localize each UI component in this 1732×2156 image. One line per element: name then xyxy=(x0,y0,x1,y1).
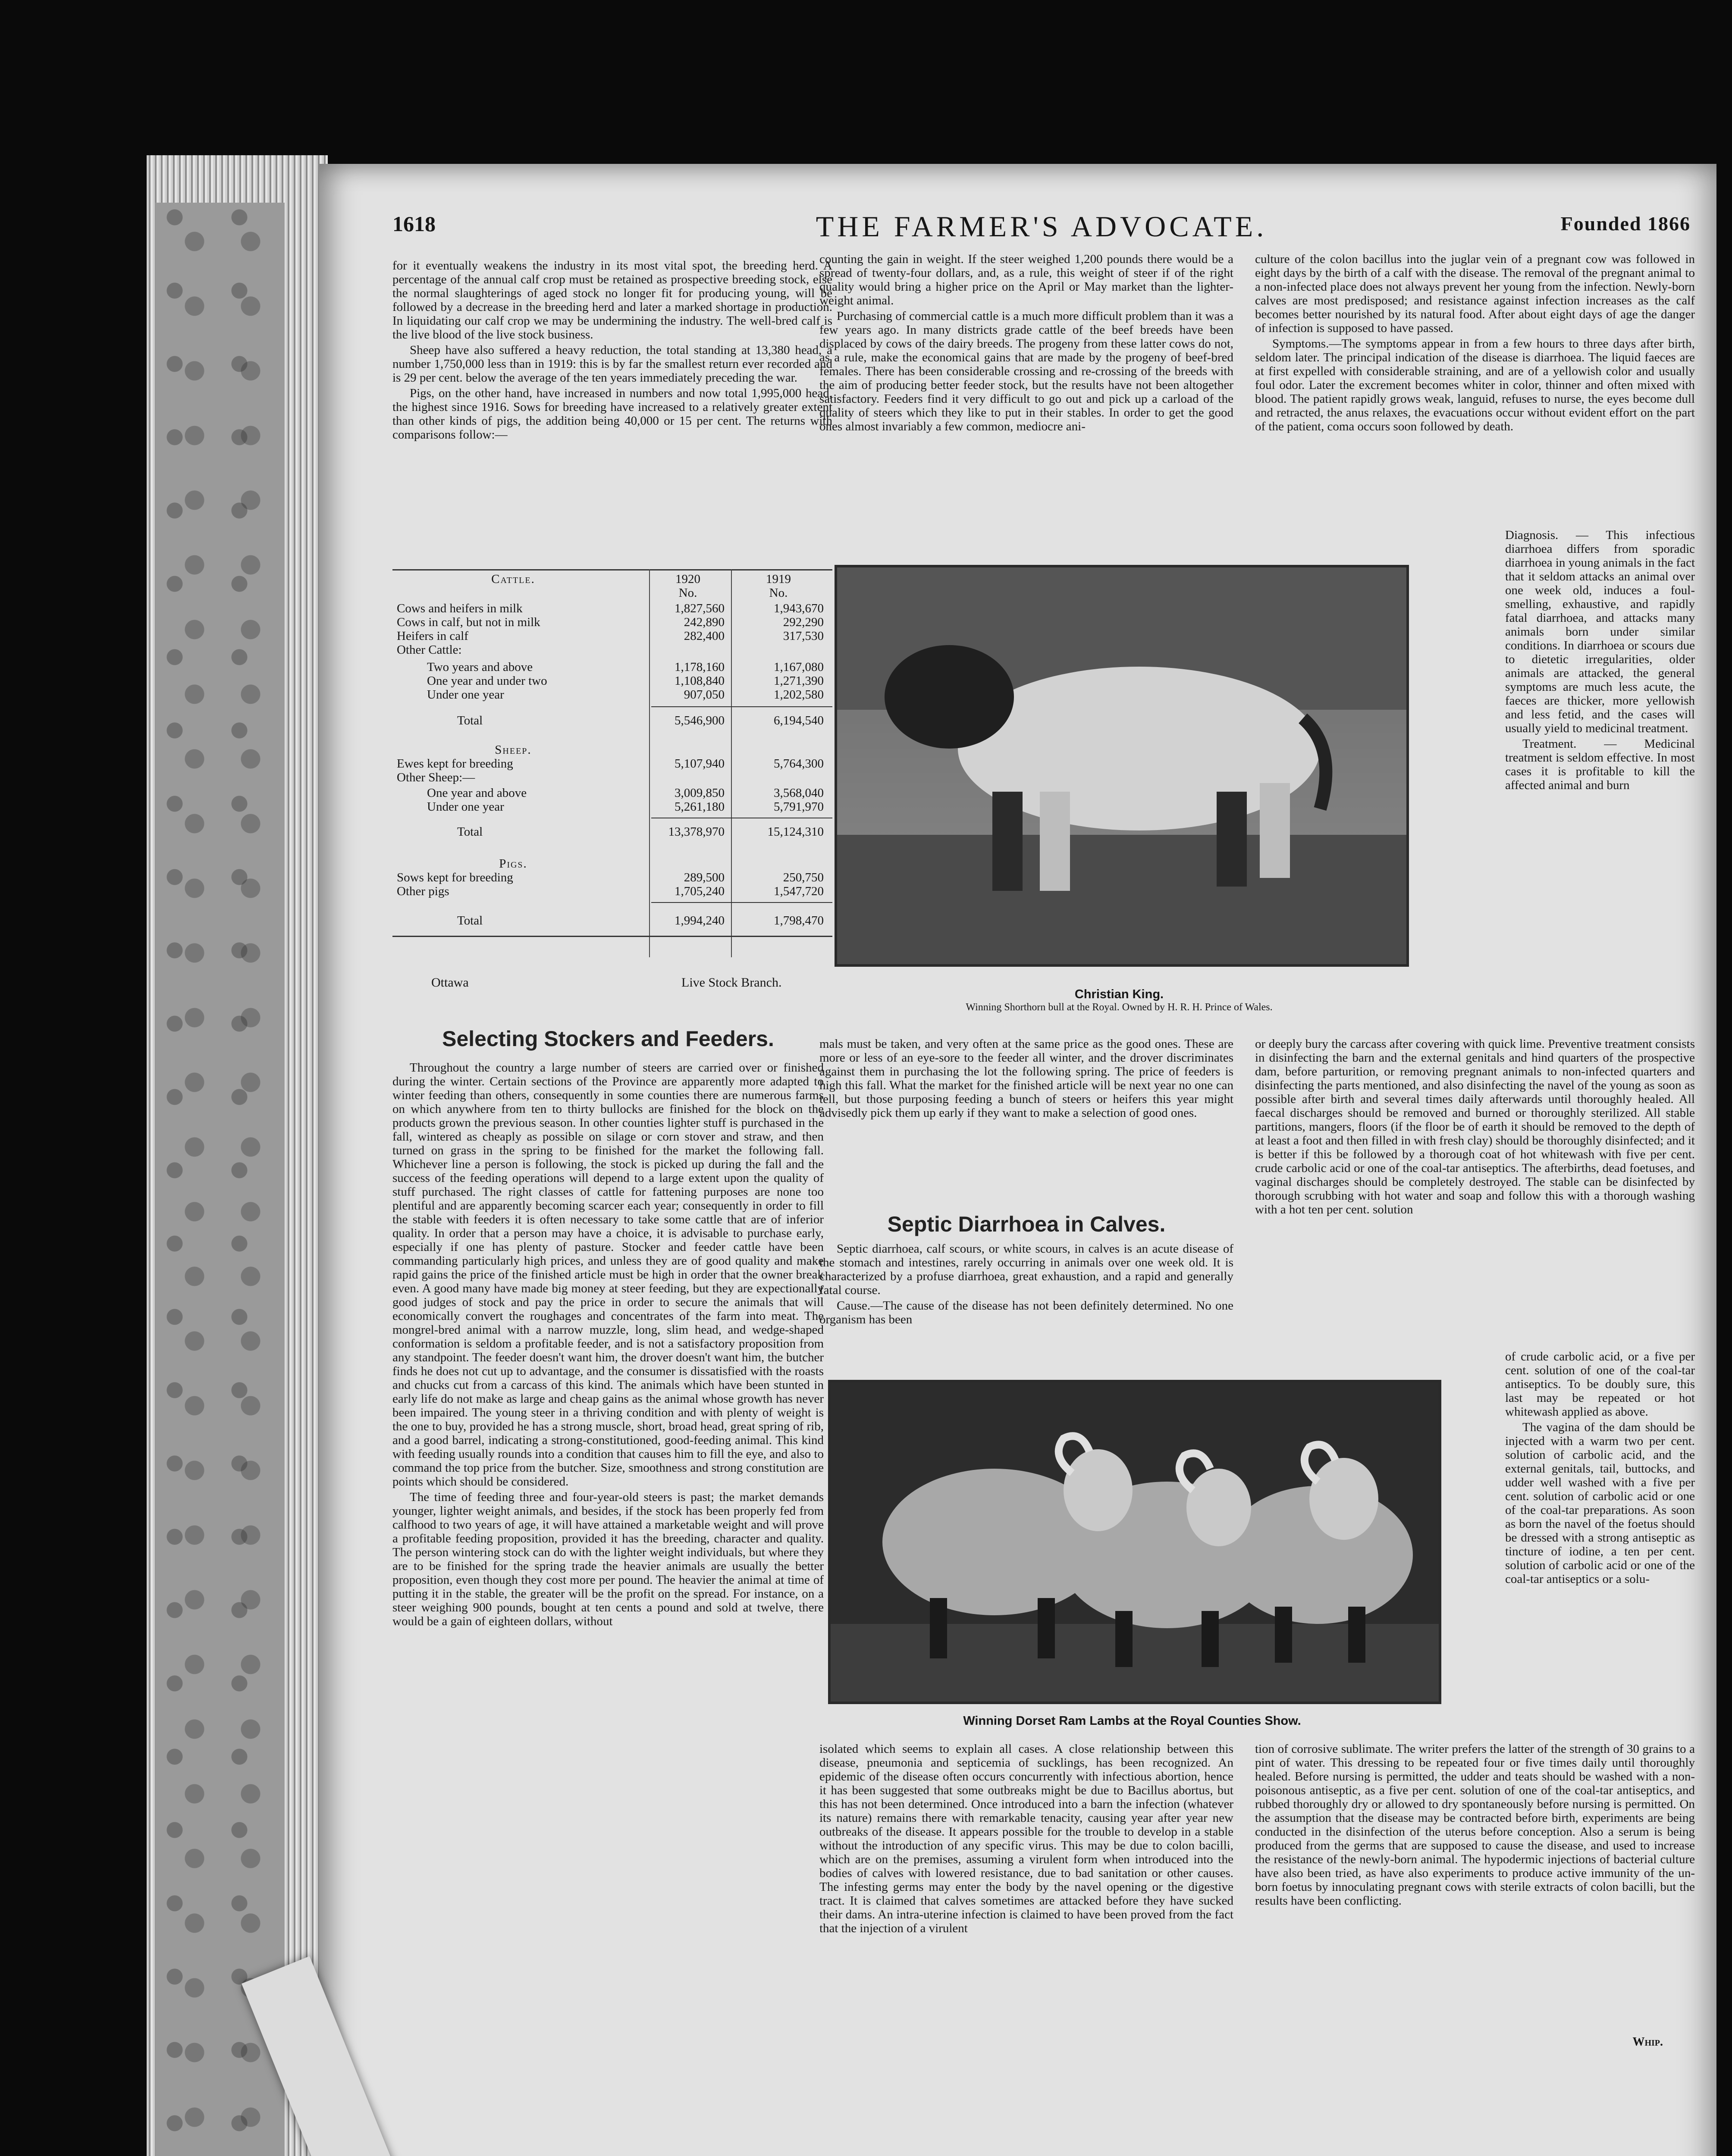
cattle-total-row xyxy=(392,714,832,728)
table-row xyxy=(392,688,832,702)
value-1920: 5,546,900 xyxy=(675,714,725,727)
column-3-bottom xyxy=(1255,1742,1695,2031)
table-units-row xyxy=(392,586,832,600)
value-1919: 15,124,310 xyxy=(767,825,824,839)
row-label: Other Cattle: xyxy=(397,643,462,657)
sheep-total-row xyxy=(392,825,832,839)
value-1919: 1,943,670 xyxy=(774,602,824,615)
value-1919: 6,194,540 xyxy=(774,714,824,727)
row-label: One year and above xyxy=(427,786,527,800)
paragraph: for it eventually weakens the industry in its most vital spot, the breeding herd. A percentage of the annual calf crop must be retained as prospective breeding stock, else the normal slaughterings of aged stock no longer fit for producing young, will be followed by a decrease in the breeding herd and later a marked shortage in production. In liquidating our calf crop we may be undermining the industry. The well-bred calf is the live blood of the live stock business. xyxy=(392,259,832,342)
paragraph: Pigs, on the other hand, have increased in numbers and now total 1,995,000 head, the highest since 1916. Sows for breeding have increased to a relatively greater extent than other kinds of pigs, the addition being 40,000 or 15 per cent. The returns with comparisons follow:— xyxy=(392,386,832,442)
table-source-branch: Live Stock Branch. xyxy=(681,975,782,990)
column-2-bottom xyxy=(819,1742,1233,2053)
column-3-mid xyxy=(1255,1037,1695,1348)
author-signature: Whip. xyxy=(1632,2035,1663,2049)
page-number: 1618 xyxy=(392,212,436,236)
value-1919: 317,530 xyxy=(783,629,824,643)
table-source-place: Ottawa xyxy=(431,975,469,990)
paragraph: Diagnosis. — This infectious diarrhoea differs from sporadic diarrhoea in young animals in the fact that it seldom attacks an animal over one week old, induces a foul-smelling, exhaustive, and rapidly fatal diarrhoea, and attacks many animals born under similar conditions. In diarrhoea or scours due to dietetic irregularities, older animals are attacked, the general symptoms are much less acute, the faeces are thicker, more yellowish and less fetid, and the cases will usually yield to medicinal treatment. xyxy=(1505,528,1695,735)
value-1920: 3,009,850 xyxy=(675,786,725,800)
photo-1-subtitle: Winning Shorthorn bull at the Royal. Owned by H. R. H. Prince of Wales. xyxy=(966,1002,1273,1013)
value-1919: 5,764,300 xyxy=(774,757,824,771)
value-1919: 250,750 xyxy=(783,871,824,884)
row-label: Under one year xyxy=(427,800,504,814)
category-label: Sheep. xyxy=(495,743,532,757)
table-row xyxy=(392,602,832,616)
paragraph: of crude carbolic acid, or a five per cent. solution of one of the coal-tar antiseptics. To be doubly sure, this last may be repeated or hot whitewash applied as above. xyxy=(1505,1350,1695,1419)
table-row xyxy=(392,674,832,688)
unit-label: No. xyxy=(678,586,697,600)
founded-label: Founded 1866 xyxy=(1560,213,1691,235)
page-header xyxy=(392,211,1691,246)
row-label: Total xyxy=(457,714,483,727)
value-1919: 1,271,390 xyxy=(774,674,824,688)
photo-dorset-ram-lambs xyxy=(828,1380,1441,1704)
pigs-heading xyxy=(392,857,832,871)
table-row xyxy=(392,630,832,643)
year-1919-header: 1919 xyxy=(766,572,791,586)
paragraph: Purchasing of commercial cattle is a much more difficult problem than it was a few years ago. In many districts grade cattle of the beef breeds have been displaced by cows of the dairy breeds. The progeny from these latter cows do not, as a rule, make the economical gains that are made by the progeny of beef-bred females. There has been considerable crossing and re-crossing of the breeds with the aim of producing better feeder stock, but the results have not been altogether satisfactory. Feeders find it very difficult to go out and pick up a carload of the quality of steers which they like to put in their stables. In order to get the good ones almost invariably a few common, mediocre ani- xyxy=(819,309,1233,433)
photo-2-caption xyxy=(828,1714,1436,1728)
row-label: Cows in calf, but not in milk xyxy=(397,615,540,629)
photo-2-title: Winning Dorset Ram Lambs at the Royal Counties Show. xyxy=(963,1714,1301,1728)
row-label: Two years and above xyxy=(427,660,533,674)
stockers-heading: Selecting Stockers and Feeders. xyxy=(442,1027,774,1051)
value-1920: 1,108,840 xyxy=(675,674,725,688)
value-1920: 5,261,180 xyxy=(675,800,725,814)
photo-1-caption xyxy=(835,987,1404,1013)
paragraph: Cause.—The cause of the disease has not been definitely determined. No one organism has been xyxy=(819,1299,1233,1326)
table-row xyxy=(392,757,832,771)
value-1920: 907,050 xyxy=(684,688,725,702)
table-row xyxy=(392,643,832,657)
paragraph: The vagina of the dam should be injected with a warm two per cent. solution of carbolic acid, and the external genitals, tail, buttocks, and udder well washed with a five per cent. solution of carbolic acid or one of the coal-tar preparations. As soon as born the navel of the foetus should be dressed with a strong antiseptic as tincture of iodine, a ten per cent. solution of carbolic acid or one of the coal-tar antiseptics or a solu- xyxy=(1505,1420,1695,1586)
bull-image xyxy=(837,567,1406,964)
table-row xyxy=(392,787,832,800)
paragraph: Treatment. — Medicinal treatment is seldom effective. In most cases it is profitable to kill the affected animal and burn xyxy=(1505,737,1695,792)
value-1919: 292,290 xyxy=(783,615,824,629)
category-label: Pigs. xyxy=(499,857,527,871)
table-row xyxy=(392,800,832,814)
column-1-stockers xyxy=(392,1061,824,2053)
paragraph: Sheep have also suffered a heavy reduction, the total standing at 13,380 head, a number 1,750,000 less than in 1919: this is by far the smallest return ever recorded and is 29 per cent. below the average of the ten years immediately preceding the war. xyxy=(392,343,832,385)
masthead-title: THE FARMER'S ADVOCATE. xyxy=(816,210,1268,243)
paragraph: The time of feeding three and four-year-old steers is past; the market demands younger, lighter weight animals, and besides, if the stock has been properly fed from calfhood to two years of age, it will have attained a marketable weight and will prove a profitable feeding proposition, provided it has the breeding, character and quality. The person wintering stock can do with the lighter weight individuals, but where they are to be finished for the spring trade the heavier animals are usually the better proposition, even though they cost more per pound. The heavier the animal at time of putting it in the stable, the greater will be the profit on the spread. For instance, on a steer weighing 900 pounds, bought at ten cents a pound and sold at twelve, there would be a gain of eighteen dollars, without xyxy=(392,1490,824,1628)
value-1919: 3,568,040 xyxy=(774,786,824,800)
value-1919: 1,798,470 xyxy=(774,914,824,928)
value-1919: 1,167,080 xyxy=(774,660,824,674)
row-label: Other Sheep:— xyxy=(397,771,475,784)
column-2-top xyxy=(819,252,1233,541)
cattle-heading xyxy=(392,573,832,586)
value-1920: 1,178,160 xyxy=(675,660,725,674)
column-2-septic xyxy=(819,1242,1233,1371)
column-3-top xyxy=(1255,252,1695,528)
paragraph: tion of corrosive sublimate. The writer prefers the latter of the strength of 30 grains to a pint of water. This dressing to be repeated four or five times daily until thoroughly healed. Before nursing is permitted, the udder and teats should be washed with a non-poisonous antiseptic, as a five per cent. solution of one of the coal-tar antiseptics, and rubbed thoroughly dry or allowed to dry spontaneously before nursing is permitted. On the assumption that the disease may be contracted before birth, experiments are being conducted in the disinfection of the uterus before conception. Also a serum is being produced from the germs that are supposed to cause the disease, and used to increase the resistance of the newly-born animal. The hypodermic injections of bacterial culture have also been tried, as have also experiments to produce active immunity of the un-born foetus by innoculating pregnant cows with sterile extracts of colon bacilli, but the results have been conflicting. xyxy=(1255,1742,1695,1908)
column-3-narrow-2 xyxy=(1505,1350,1695,1742)
value-1919: 1,202,580 xyxy=(774,688,824,702)
column-2-mid xyxy=(819,1037,1233,1184)
value-1919: 5,791,970 xyxy=(774,800,824,814)
table-row xyxy=(392,871,832,885)
value-1920: 1,827,560 xyxy=(675,602,725,615)
marbled-endpaper xyxy=(155,203,285,2156)
table-top-rule xyxy=(392,569,832,570)
paragraph: Throughout the country a large number of steers are carried over or finished during the winter. Certain sections of the Province are apparently more adapted to winter feeding than others, consequently in some counties there are numerous farms on which anywhere from ten to thirty bullocks are finished for the block on the products grown the previous season. In other counties lighter stuff is purchased in the fall, wintered as cheaply as possible on silage or corn stover and straw, and then turned on grass in the spring to be finished for the market the following fall. Whichever line a person is following, the stock is picked up during the fall and the success of the feeding operations will depend to a large extent upon the quality of stuff purchased. The right classes of cattle for fattening purposes are none too plentiful and are apparently becoming scarcer each year; consequently in order to fill the stable with feeders it is often necessary to take some cattle that are of inferior quality. In order that a person may have a choice, it is advisable to purchase early, especially if one has plenty of pasture. Stocker and feeder cattle have been commanding particularly high prices, and unless they are of good quality and make rapid gains the price of the finished article must be high in order that the owner break even. A good many have made big money at steer feeding, but they are expectionally good judges of stock and pay the price in order to secure the animals that will economically convert the roughages and concentrates of the farm into meat. The mongrel-bred animal with a narrow muzzle, long, slim head, and wedge-shaped conformation is seldom a profitable feeder, and is not a satisfactory proposition from any standpoint. The feeder doesn't want him, the drover doesn't want him, the butcher finds he does not cut up to advantage, and the consumer is dissatisfied with the roasts and chucks cut from a carcass of this kind. The animals which have been stunted in early life do not make as large and cheap gains as the animal whose growth has never been impaired. The young steer in a thriving condition and with plenty of weight is the one to buy, provided he has a strong muscle, short, broad head, great spring of rib, and a good barrel, indicating a strong-constitutioned, good-feeding animal. This kind with feeding usually rounds into a condition that causes him to fill the eye, and also to command the top price from the butcher. Size, smoothness and strong constitution are points which should be considered. xyxy=(392,1061,824,1489)
value-1920: 282,400 xyxy=(684,629,725,643)
paragraph: Septic diarrhoea, calf scours, or white scours, in calves is an acute disease of the stomach and intestines, rarely occurring in animals over one week old. It is characterized by a profuse diarrhoea, great exhaustion, and a rapid and generally fatal course. xyxy=(819,1242,1233,1297)
septic-heading: Septic Diarrhoea in Calves. xyxy=(887,1212,1166,1236)
row-label: Heifers in calf xyxy=(397,629,468,643)
row-label: Total xyxy=(457,825,483,839)
value-1920: 242,890 xyxy=(684,615,725,629)
paragraph: counting the gain in weight. If the steer weighed 1,200 pounds there would be a spread of twenty-four dollars, and, as a rule, this weight of steer if of the right quality would bring a higher price on the April or May market than the lighter-weight animal. xyxy=(819,252,1233,307)
value-1919: 1,547,720 xyxy=(774,884,824,898)
unit-label: No. xyxy=(769,586,788,600)
row-label: One year and under two xyxy=(427,674,547,688)
paragraph: mals must be taken, and very often at the same price as the good ones. These are more or less of an eye-sore to the feeder all winter, and the drover discriminates against them in purchasing the lot the following spring. The price of feeders is high this fall. What the market for the finished article will be next year no one can tell, but those purposing feeding a bunch of steers or heifers this year might advisedly pick them up early if they want to make a selection of good ones. xyxy=(819,1037,1233,1120)
table-row xyxy=(392,661,832,674)
photo-shorthorn-bull xyxy=(835,565,1409,967)
pigs-total-row xyxy=(392,914,832,928)
value-1920: 5,107,940 xyxy=(675,757,725,771)
value-1920: 289,500 xyxy=(684,871,725,884)
paragraph: or deeply bury the carcass after covering with quick lime. Preventive treatment consists in disinfecting the barn and the external genitals and hind quarters of the prospective dam, before parturition, or removing pregnant animals to non-infected quarters and disinfecting the parts mentioned, and also disinfecting the navel of the young as soon as possible after birth and several times daily afterwards until thoroughly healed. All faecal discharges should be removed and burned or thoroughly sterilized. All stable partitions, mangers, floors (if the floor be of earth it should be removed to the depth of at least a foot and then filled in with fresh clay) should be thoroughly disinfected; and it is better if this be followed by a thorough coat of hot whitewash with five per cent. crude carbolic acid or one of the coal-tar antiseptics. The afterbirths, dead foetuses, and vaginal discharges should be completely destroyed. The stable can be disinfected by thorough scrubbing with hot water and soap and follow this with a thorough washing with a hot ten per cent. solution xyxy=(1255,1037,1695,1216)
row-label: Under one year xyxy=(427,688,504,702)
paragraph: Symptoms.—The symptoms appear in from a few hours to three days after birth, seldom later. The principal indication of the disease is diarrhoea. The liquid faeces are at first expelled with considerable straining, and are of a yellowish color and usually foul odor. Later the excrement becomes whiter in color, thinner and often mixed with blood. The patient rapidly grows weak, languid, refuses to nurse, the eyes become dull and retracted, the anus relaxes, the evacuations occur without evident effort on the part of the patient, coma occurs soon followed by death. xyxy=(1255,337,1695,433)
table-row xyxy=(392,885,832,899)
subtotal-rule xyxy=(651,902,832,903)
row-label: Other pigs xyxy=(397,884,449,898)
column-3-narrow xyxy=(1505,528,1695,1037)
value-1920: 13,378,970 xyxy=(668,825,725,839)
row-label: Ewes kept for breeding xyxy=(397,757,513,771)
subtotal-rule xyxy=(651,706,832,707)
livestock-statistics-table xyxy=(392,569,832,966)
sheep-heading xyxy=(392,743,832,757)
paragraph: culture of the colon bacillus into the juglar vein of a pregnant cow was followed in eight days by the birth of a calf with the disease. The removal of the pregnant animal to a non-infected place does not always prevent her young from the infection. Newly-born calves are most predisposed; and resistance against infection increases as the calf becomes better nourished by its natural food. After about eight days of age the danger of infection is supposed to have passed. xyxy=(1255,252,1695,335)
table-row xyxy=(392,771,832,785)
photo-1-title: Christian King. xyxy=(1074,987,1164,1001)
table-row xyxy=(392,616,832,630)
value-1920: 1,705,240 xyxy=(675,884,725,898)
year-1920-header: 1920 xyxy=(675,572,700,586)
value-1920: 1,994,240 xyxy=(675,914,725,928)
paragraph: isolated which seems to explain all cases. A close relationship between this disease, pneumonia and septicemia of sucklings, has been recognized. An epidemic of the disease often occurs concurrently with infectious abortion, hence it has been suggested that some outbreaks might be due to Bacillus abortus, but this has not been determined. Once introduced into a barn the infection (whatever its nature) remains there with remarkable tenacity, causing year after year new outbreaks of the disease. It appears possible for the trouble to develop in a stable without the introduction of any specific virus. This may be due to colon bacilli, which are on the premises, assuming a virulent form when introduced into the bodies of calves with lowered resistance, due to bad sanitation or other causes. The infesting germs may enter the body by the navel opening or the digestive tract. It is claimed that calves sometimes are attacked before they have sucked their dams. An intra-uterine infection is claimed to have been proved from the fact that the injection of a virulent xyxy=(819,1742,1233,1935)
table-bottom-rule xyxy=(392,936,832,937)
ram-lambs-image xyxy=(831,1382,1439,1702)
row-label: Total xyxy=(457,914,483,928)
row-label: Sows kept for breeding xyxy=(397,871,513,884)
row-label: Cows and heifers in milk xyxy=(397,602,523,615)
column-1-top xyxy=(392,259,832,565)
category-label: Cattle. xyxy=(491,572,535,586)
